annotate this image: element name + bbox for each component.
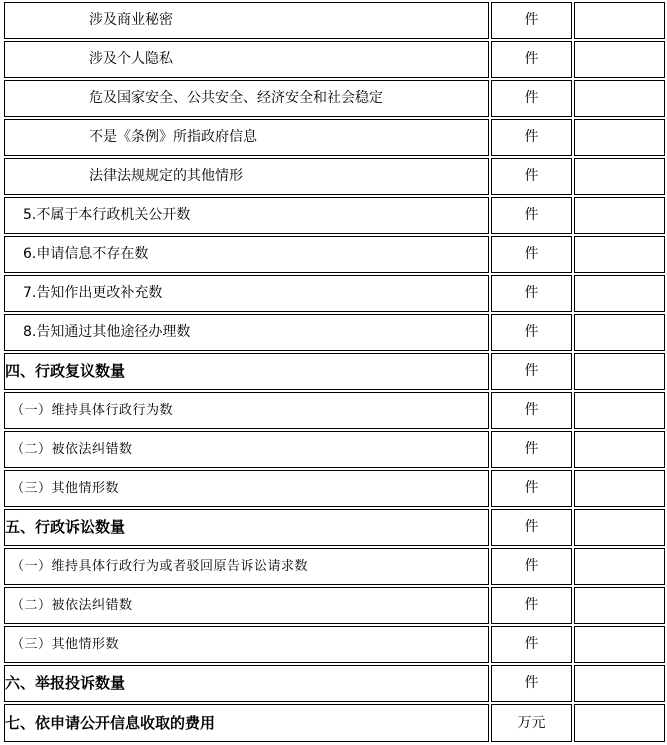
row-unit: 件 (491, 275, 572, 312)
table-row (4, 392, 665, 429)
table-row (4, 275, 665, 312)
row-value (574, 587, 665, 624)
table-row (4, 314, 665, 351)
row-unit: 件 (491, 392, 572, 429)
row-value (574, 626, 665, 663)
table-row (4, 548, 665, 585)
table-row (4, 2, 665, 39)
row-unit: 件 (491, 41, 572, 78)
row-unit: 件 (491, 470, 572, 507)
row-value (574, 275, 665, 312)
table-row (4, 119, 665, 156)
row-label: 涉及商业秘密 (4, 2, 489, 39)
row-unit: 件 (491, 509, 572, 546)
row-value (574, 80, 665, 117)
row-value (574, 392, 665, 429)
row-value (574, 314, 665, 351)
table-row (4, 353, 665, 390)
row-label: （二）被依法纠错数 (4, 431, 489, 468)
row-value (574, 704, 665, 742)
row-label: （一）维持具体行政行为或者驳回原告诉讼请求数 (4, 548, 489, 585)
table-row (4, 665, 665, 702)
row-label: 六、举报投诉数量 (4, 665, 489, 702)
row-value (574, 431, 665, 468)
row-label: 涉及个人隐私 (4, 41, 489, 78)
row-unit: 件 (491, 236, 572, 273)
row-value (574, 197, 665, 234)
table-row (4, 158, 665, 195)
table-row (4, 41, 665, 78)
row-label: 5.不属于本行政机关公开数 (4, 197, 489, 234)
row-value (574, 119, 665, 156)
table-row (4, 626, 665, 663)
row-unit: 件 (491, 548, 572, 585)
row-label: 8.告知通过其他途径办理数 (4, 314, 489, 351)
row-unit: 件 (491, 2, 572, 39)
row-unit: 件 (491, 119, 572, 156)
row-label: 七、依申请公开信息收取的费用 (4, 704, 489, 742)
row-label: （二）被依法纠错数 (4, 587, 489, 624)
row-unit: 件 (491, 626, 572, 663)
row-unit: 万元 (491, 704, 572, 742)
row-unit: 件 (491, 587, 572, 624)
row-unit: 件 (491, 158, 572, 195)
row-label: （三）其他情形数 (4, 626, 489, 663)
row-label: 五、行政诉讼数量 (4, 509, 489, 546)
row-value (574, 665, 665, 702)
row-value (574, 158, 665, 195)
table-row (4, 470, 665, 507)
row-value (574, 509, 665, 546)
row-label: 四、行政复议数量 (4, 353, 489, 390)
row-label: （一）维持具体行政行为数 (4, 392, 489, 429)
row-value (574, 470, 665, 507)
row-unit: 件 (491, 353, 572, 390)
row-label: 法律法规规定的其他情形 (4, 158, 489, 195)
row-value (574, 548, 665, 585)
row-unit: 件 (491, 431, 572, 468)
row-label: 危及国家安全、公共安全、经济安全和社会稳定 (4, 80, 489, 117)
row-value (574, 353, 665, 390)
table-row (4, 236, 665, 273)
row-unit: 件 (491, 197, 572, 234)
row-value (574, 2, 665, 39)
table-row (4, 431, 665, 468)
table-row (4, 80, 665, 117)
row-label: 不是《条例》所指政府信息 (4, 119, 489, 156)
row-unit: 件 (491, 665, 572, 702)
table-row (4, 197, 665, 234)
row-label: 7.告知作出更改补充数 (4, 275, 489, 312)
table-row (4, 509, 665, 546)
row-unit: 件 (491, 80, 572, 117)
row-label: 6.申请信息不存在数 (4, 236, 489, 273)
statistics-table-body (4, 2, 665, 742)
row-unit: 件 (491, 314, 572, 351)
row-label: （三）其他情形数 (4, 470, 489, 507)
row-value (574, 236, 665, 273)
row-value (574, 41, 665, 78)
table-row (4, 704, 665, 742)
statistics-table (2, 0, 667, 744)
table-row (4, 587, 665, 624)
